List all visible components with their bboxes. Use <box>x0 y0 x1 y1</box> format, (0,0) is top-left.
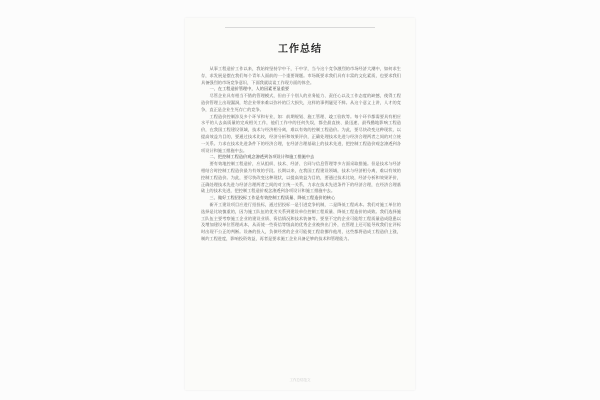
section-heading: 二、把控制工程造价观念渗透到各项设计和施工措施中去 <box>209 154 315 160</box>
paragraph: 工程造价控制涉及多个环节和专业，如：前期规划、施工管理、竣工验收等。每个环节都需要具有相应水平的人去高质量的完成相关工作，他们工作中的任何失误，都会最直接、最迅速、最残酷地影响工程造价，在我国工程建设领域，技术与经济相分离，难以有效的控制工程造价。为此，要尽快改变这种现状，以提高效益为目的，要通过技术比较，经济分析和效果评价，正确处理技术先进与经济合理两者之间的对立统一关系。力求在技术先进条件下的经济合理，在经济合理基础上的技术先进，把控制工程造价观念渗透到各项设计和施工措施中去。 <box>201 113 401 153</box>
paragraph: 尽管企业具有相当不错的管理模式，但由于个别人的业务能力、责任心以及工作态度的缺憾，使得工程造价管理上出现漏洞，给企业带来难以弥补的巨大损失，这样的事例屡见不鲜。从这个意义上讲，人才的竞争，直正是企业生死存亡的竞争。 <box>201 93 401 112</box>
paragraph: 从事工程造价工作以来，我始终坚持学中干，干中学，当今这个竞争激烈的市场经济大潮中，如何求生存，求发展是摆在我们每个青年人面前的一个重要课题。市场既要求我们具有丰富的文化素质，也要求我们具备强烈的市场竞争意识，下面我就谈谈工作现方面的体会。 <box>201 66 401 85</box>
header-divider <box>225 27 375 28</box>
section-heading: 一、在工程造价管理中，人的因素更显重要 <box>209 86 290 92</box>
footer-watermark: 工作总结范文 <box>289 378 311 382</box>
section-heading: 三、做好工程招投标工作是有效控制工程质量、降低工程造价的核心 <box>209 195 336 201</box>
document-body <box>201 66 401 371</box>
paragraph: 要有效地控制工程造价，应从组织、技术、经济、合同与信息管理等多方面采取措施。但是技术与经济相结合时控制工程造价最为有效的手段。长期以来，在我国工程建设领域，技术与经济相分离，难以有效的控制工程造价。为此，要尽快改变这种现状，以提高效益为目的，要通过技术比较，经济分析和效果评价，正确处理技术先进与经济合理两者之间的对立统一关系，力求在技术先进条件下的经济合理，在经济合理基础上的技术先进，把控制工程造价观念渗透到各项设计和施工措施中去。 <box>201 161 401 194</box>
page-title: 工作总结 <box>278 44 322 55</box>
document-page <box>185 18 415 390</box>
paragraph: 新开工建设项目应进行招投标，通过招投标一是引进竞争机制，二是降低工程成本。我们对施工单位的选择是比较慎重的，因为施工队伍的优劣关系到建设单位控制工程质量、降低工程造价的成败。我们选择施工队伍主要考察施工企业的建设业绩、资信情况和技术装备等。要坚不定的企业可能给工程质量造成隐患以及增加建设单位管理成本，从而使一些资信等级高的优秀企业被挤出门外，在管理上还可能导致我们在评标时出现不公正的判断。设备的投入，负债经营的企业可能使工程款挪作他用，这些都将造成工程造价上涨，制约工程进度，影响投资效益，再者是要求施工企业具备足够的技术和管理能力。 <box>201 201 401 241</box>
